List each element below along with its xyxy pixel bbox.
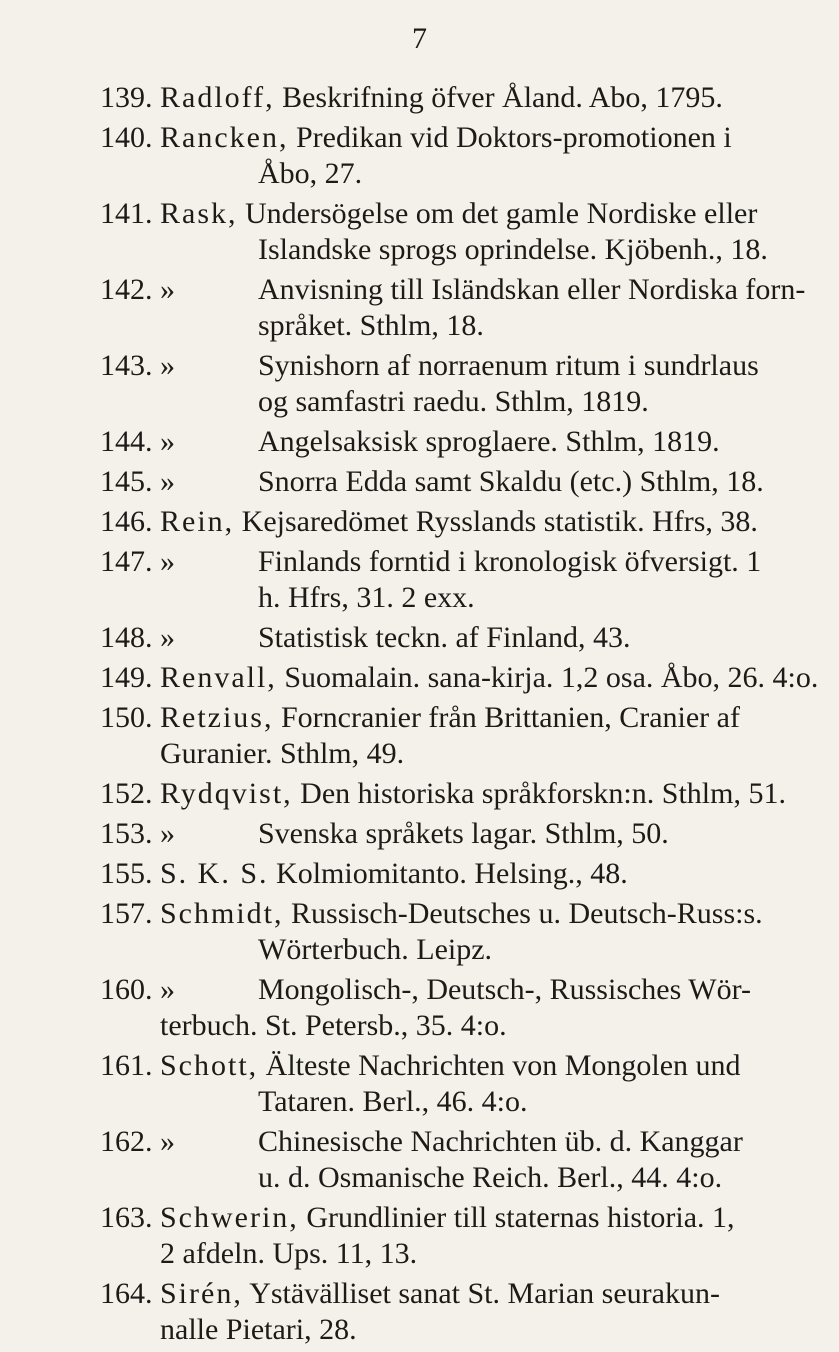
entry-title: Anvisning till Isländskan eller Nordiska forn- — [258, 273, 806, 306]
entry-line — [0, 660, 839, 696]
entry-author: Rask, — [160, 197, 238, 230]
entry-author: Schwerin, — [160, 1201, 299, 1234]
ditto-mark: » — [160, 621, 175, 654]
entry-line — [0, 80, 839, 116]
entry-number: 140. — [100, 121, 153, 154]
bibliography-entry — [0, 424, 839, 460]
entry-author: Rancken, — [160, 121, 289, 154]
entry-line — [0, 348, 839, 384]
entry-continuation: u. d. Osmanische Reich. Berl., 44. 4:o. — [258, 1161, 723, 1194]
ditto-mark: » — [160, 465, 175, 498]
entry-line — [0, 544, 839, 580]
entry-title: Predikan vid Doktors-promotionen i — [295, 121, 732, 154]
entry-line — [0, 1276, 839, 1312]
entry-number: 142. — [100, 273, 153, 306]
entry-title: Svenska språkets lagar. Sthlm, 50. — [258, 817, 669, 850]
bibliography-entry — [0, 348, 839, 420]
bibliography-entry — [0, 856, 839, 892]
entry-number: 152. — [100, 777, 153, 810]
entry-line — [0, 816, 839, 852]
bibliography-entry — [0, 1124, 839, 1196]
bibliography-entry — [0, 1200, 839, 1272]
bibliography-entry — [0, 80, 839, 116]
entry-line — [0, 424, 839, 460]
entry-title: Ystävälliset sanat St. Marian seurakun- — [249, 1277, 720, 1310]
entry-continuation: Tataren. Berl., 46. 4:o. — [258, 1085, 528, 1118]
entry-number: 162. — [100, 1125, 153, 1158]
entry-number: 147. — [100, 545, 153, 578]
bibliography-entry — [0, 660, 839, 696]
ditto-mark: » — [160, 973, 175, 1006]
entry-author: Schmidt, — [160, 897, 284, 930]
entry-number: 153. — [100, 817, 153, 850]
entry-number: 141. — [100, 197, 153, 230]
entry-title: Snorra Edda samt Skaldu (etc.) Sthlm, 18. — [258, 465, 764, 498]
entry-author: Rein, — [160, 505, 235, 538]
entry-number: 150. — [100, 701, 153, 734]
entry-title: Statistisk teckn. af Finland, 43. — [258, 621, 631, 654]
entry-line — [0, 856, 839, 892]
ditto-mark: » — [160, 349, 175, 382]
entry-number: 155. — [100, 857, 153, 890]
bibliography-entry — [0, 272, 839, 344]
entry-continuation: h. Hfrs, 31. 2 exx. — [258, 581, 475, 614]
entry-title: Chinesische Nachrichten üb. d. Kanggar — [258, 1125, 743, 1158]
entry-number: 144. — [100, 425, 153, 458]
ditto-mark: » — [160, 1125, 175, 1158]
entry-continuation: språket. Sthlm, 18. — [258, 309, 484, 342]
bibliography-entry — [0, 896, 839, 968]
entry-line — [0, 272, 839, 308]
entry-line — [0, 1048, 839, 1084]
entry-continuation: Wörterbuch. Leipz. — [258, 933, 493, 966]
entry-line — [0, 196, 839, 232]
entry-number: 146. — [100, 505, 153, 538]
entry-line — [0, 1200, 839, 1236]
entry-author: Schott, — [160, 1049, 259, 1082]
entry-line — [0, 972, 839, 1008]
entry-line — [0, 120, 839, 156]
entry-title: Älteste Nachrichten von Mongolen und — [265, 1049, 741, 1082]
entry-title: Forncranier från Brittanien, Cranier af — [281, 701, 740, 734]
entry-continuation: Guranier. Sthlm, 49. — [160, 737, 405, 770]
entry-title: Kejsaredömet Rysslands statistik. Hfrs, 38. — [241, 505, 758, 538]
entry-continuation: og samfastri raedu. Sthlm, 1819. — [258, 385, 649, 418]
entry-title: Grundlinier till staternas historia. 1, — [306, 1201, 735, 1234]
bibliography-entry — [0, 1048, 839, 1120]
entry-author: Sirén, — [160, 1277, 243, 1310]
entry-line — [0, 620, 839, 656]
entry-number: 143. — [100, 349, 153, 382]
bibliography-entry — [0, 196, 839, 268]
page-number: 7 — [412, 22, 427, 55]
ditto-mark: » — [160, 273, 175, 306]
entry-number: 139. — [100, 81, 153, 114]
entry-number: 148. — [100, 621, 153, 654]
entry-continuation: Islandske sprogs oprindelse. Kjöbenh., 18. — [258, 233, 768, 266]
entry-author: Rydqvist, — [160, 777, 293, 810]
entry-title: Angelsaksisk sproglaere. Sthlm, 1819. — [258, 425, 720, 458]
entry-line — [0, 464, 839, 500]
entry-line — [0, 776, 839, 812]
entry-title: Den historiska språkforskn:n. Sthlm, 51. — [300, 777, 786, 810]
entry-continuation: nalle Pietari, 28. — [160, 1313, 357, 1346]
entry-title: Mongolisch-, Deutsch-, Russisches Wör- — [258, 973, 751, 1006]
entry-title: Synishorn af norraenum ritum i sundrlaus — [258, 349, 759, 382]
bibliography-entry — [0, 504, 839, 540]
ditto-mark: » — [160, 817, 175, 850]
entry-number: 145. — [100, 465, 153, 498]
bibliography-entry — [0, 1276, 839, 1348]
entry-line — [0, 1124, 839, 1160]
entry-title: Undersögelse om det gamle Nordiske eller — [245, 197, 758, 230]
entry-line — [0, 504, 839, 540]
bibliography-entry — [0, 776, 839, 812]
entry-author: S. K. S. — [160, 857, 269, 890]
entry-number: 164. — [100, 1277, 153, 1310]
bibliography-entry — [0, 544, 839, 616]
bibliography-entry — [0, 620, 839, 656]
entry-title: Russisch-Deutsches u. Deutsch-Russ:s. — [291, 897, 763, 930]
bibliography-entry — [0, 816, 839, 852]
ditto-mark: » — [160, 425, 175, 458]
entry-title: Kolmiomitanto. Helsing., 48. — [276, 857, 628, 890]
bibliography-entry — [0, 464, 839, 500]
entry-title: Beskrifning öfver Åland. Abo, 1795. — [282, 81, 723, 114]
bibliography-list — [0, 80, 839, 1352]
entry-continuation: 2 afdeln. Ups. 11, 13. — [160, 1237, 418, 1270]
entry-number: 163. — [100, 1201, 153, 1234]
entry-title: Finlands forntid i kronologisk öfversigt. 1 — [258, 545, 762, 578]
ditto-mark: » — [160, 545, 175, 578]
bibliography-entry — [0, 120, 839, 192]
entry-line — [0, 896, 839, 932]
entry-author: Renvall, — [160, 661, 277, 694]
entry-author: Retzius, — [160, 701, 274, 734]
bibliography-entry — [0, 700, 839, 772]
entry-author: Radloff, — [160, 81, 275, 114]
entry-number: 149. — [100, 661, 153, 694]
entry-number: 157. — [100, 897, 153, 930]
entry-line — [0, 700, 839, 736]
entry-title: Suomalain. sana-kirja. 1,2 osa. Åbo, 26. 4:o. — [284, 661, 819, 694]
entry-number: 161. — [100, 1049, 153, 1082]
entry-continuation: terbuch. St. Petersb., 35. 4:o. — [160, 1009, 507, 1042]
entry-continuation: Åbo, 27. — [258, 157, 363, 190]
bibliography-entry — [0, 972, 839, 1044]
entry-number: 160. — [100, 973, 153, 1006]
